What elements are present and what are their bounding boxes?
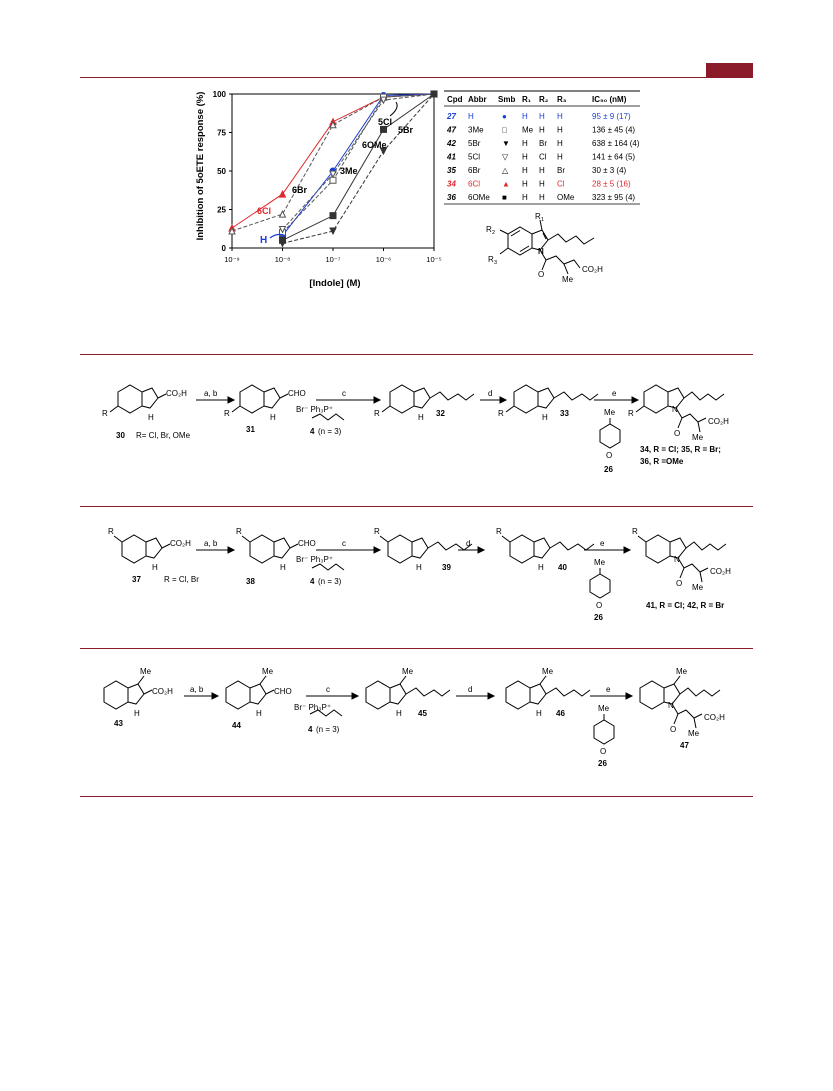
- s3-label-46: 46: [556, 709, 565, 718]
- x-tick-label: 10⁻⁷: [325, 255, 341, 264]
- annotation-5cl-arrow: [390, 102, 397, 116]
- header-r1: R₁: [522, 95, 532, 104]
- s2-step-ab: a, b: [204, 539, 218, 548]
- s1-aldehyde: CHO: [288, 389, 306, 398]
- section-rule-2: [80, 506, 753, 507]
- s2-nh-37: H: [152, 563, 158, 572]
- s1-n-product: N: [672, 405, 678, 414]
- structure-r3-sub: 3: [494, 260, 498, 266]
- table-cell-abbr: 6Cl: [468, 179, 481, 189]
- s1-nh-32: H: [418, 413, 424, 422]
- table-cell-r3: OMe: [557, 193, 575, 202]
- s1-label-26: 26: [604, 465, 613, 474]
- s3-reagent-c: Br⁻ Ph₃P⁺: [294, 703, 332, 712]
- table-cell-r2: Br: [539, 139, 547, 148]
- table-cell-smb: △: [502, 166, 509, 175]
- annotation-6ome: 6OMe: [362, 140, 387, 150]
- table-cell-r1: H: [522, 166, 528, 175]
- s3-me-46: Me: [542, 667, 554, 676]
- structure-r1-sub: 1: [541, 217, 545, 223]
- s1-acid: CO₂H: [166, 389, 187, 398]
- s3-n-product: N: [668, 701, 674, 710]
- header-cpd: Cpd: [447, 95, 463, 104]
- series-line-5br: [283, 94, 435, 243]
- s2-label-26: 26: [594, 613, 603, 622]
- s3-label-43: 43: [114, 719, 123, 728]
- s2-me-product: Me: [692, 583, 704, 592]
- s1-r-32: R: [374, 409, 380, 418]
- table-cell-ic50: 323 ± 95 (4): [592, 193, 636, 202]
- x-axis-label: [Indole] (M): [309, 278, 361, 289]
- table-cell-cpd: 36: [447, 193, 456, 202]
- s1-step-ab: a, b: [204, 389, 218, 398]
- annotation-3me: 3Me: [340, 166, 358, 176]
- s1-reagent-n: (n = 3): [318, 427, 342, 436]
- y-axis-label: Inhibition of 5oETE response (%): [195, 91, 206, 241]
- table-cell-r3: H: [557, 112, 563, 121]
- table-cell-r2: Cl: [539, 152, 547, 162]
- table-cell-r1: H: [522, 112, 528, 121]
- annotation-5br: 5Br: [398, 125, 414, 135]
- s2-label-40: 40: [558, 563, 567, 572]
- s2-nh-38: H: [280, 563, 286, 572]
- s2-label-38: 38: [246, 577, 255, 586]
- annotation-6cl: 6Cl: [257, 206, 272, 216]
- s3-reagent-n: (n = 3): [316, 725, 340, 734]
- s1-label-32: 32: [436, 409, 445, 418]
- s2-o-26: O: [596, 601, 603, 610]
- s2-reagent-c: Br⁻ Ph₃P⁺: [296, 555, 334, 564]
- s3-label-44: 44: [232, 721, 241, 730]
- y-tick-label: 50: [217, 167, 226, 176]
- s1-step-e: e: [612, 389, 617, 398]
- s2-aldehyde: CHO: [298, 539, 316, 548]
- structure-n: N: [538, 247, 544, 256]
- table-cell-ic50: 141 ± 64 (5): [592, 152, 636, 162]
- s2-acid-product: CO₂H: [710, 567, 731, 576]
- x-tick-label: 10⁻⁵: [426, 255, 442, 264]
- table-cell-smb: ▼: [502, 139, 510, 148]
- table-cell-abbr: 6OMe: [468, 193, 490, 202]
- table-cell-r3: H: [557, 125, 563, 135]
- s3-label-47: 47: [680, 741, 689, 750]
- s1-label-31: 31: [246, 425, 255, 434]
- table-cell-ic50: 30 ± 3 (4): [592, 166, 627, 175]
- s2-o-product: O: [676, 579, 683, 588]
- y-tick-label: 0: [221, 244, 226, 253]
- s3-acid-product: CO₂H: [704, 713, 725, 722]
- s3-me-45: Me: [402, 667, 414, 676]
- s3-o-product: O: [670, 725, 677, 734]
- data-point-6br: [280, 211, 286, 217]
- table-cell-r3: H: [557, 152, 563, 162]
- s1-product-label: 34, R = Cl; 35, R = Br;: [640, 445, 721, 454]
- s1-o-product: O: [674, 429, 681, 438]
- s3-me-product: Me: [676, 667, 688, 676]
- s3-acid: CO₂H: [152, 687, 173, 696]
- s2-me-26: Me: [594, 558, 606, 567]
- s2-label-39: 39: [442, 563, 451, 572]
- header-ic50: IC₅₀ (nM): [592, 95, 627, 104]
- table-cell-r2: H: [539, 112, 545, 121]
- section-rule-3: [80, 648, 753, 649]
- s1-step-c: c: [342, 389, 346, 398]
- s3-me-43: Me: [140, 667, 152, 676]
- s2-product-label: 41, R = Cl; 42, R = Br: [646, 601, 725, 610]
- table-cell-r3: Cl: [557, 179, 565, 189]
- table-cell-r2: H: [539, 125, 545, 135]
- table-cell-cpd: 42: [447, 139, 456, 148]
- table-cell-smb: □: [502, 125, 507, 135]
- table-cell-ic50: 638 ± 164 (4): [592, 139, 640, 148]
- table-cell-r2: H: [539, 166, 545, 175]
- header-abbr: Abbr: [468, 95, 487, 104]
- s3-step-ab: a, b: [190, 685, 204, 694]
- s3-nh-45: H: [396, 709, 402, 718]
- table-cell-smb: ●: [502, 112, 507, 121]
- s2-r-38: R: [236, 527, 242, 536]
- table-cell-r1: H: [522, 193, 528, 202]
- x-tick-label: 10⁻⁶: [375, 255, 392, 264]
- s1-nh-31: H: [270, 413, 276, 422]
- table-cell-cpd: 41: [447, 152, 456, 162]
- data-point-6ome: [330, 213, 336, 219]
- series-line-6ome: [283, 94, 435, 240]
- s2-label-37: 37: [132, 575, 141, 584]
- s2-r-39: R: [374, 527, 380, 536]
- s3-me-44: Me: [262, 667, 274, 676]
- s2-r-37: R: [108, 527, 114, 536]
- table-cell-ic50: 95 ± 9 (17): [592, 112, 631, 121]
- series-line-3me: [283, 94, 435, 233]
- structure-me: Me: [562, 275, 574, 284]
- table-cell-smb: ▽: [502, 152, 509, 162]
- table-cell-abbr: 3Me: [468, 125, 484, 135]
- s2-r-40: R: [496, 527, 502, 536]
- s1-product-label-2: 36, R =OMe: [640, 457, 684, 466]
- s1-me-26: Me: [604, 408, 616, 417]
- s3-o-26: O: [600, 747, 607, 756]
- header-rule: [80, 77, 753, 78]
- indole-structure: [480, 210, 640, 290]
- s2-substituent-note: R = Cl, Br: [164, 575, 199, 584]
- section-rule-1: [80, 354, 753, 355]
- s3-step-d: d: [468, 685, 473, 694]
- s3-nh-43: H: [134, 709, 140, 718]
- s3-nh-44: H: [256, 709, 262, 718]
- s2-step-c: c: [342, 539, 346, 548]
- data-point-6ome: [431, 91, 437, 97]
- s1-r-30: R: [102, 409, 108, 418]
- table-cell-ic50: 136 ± 45 (4): [592, 125, 636, 135]
- s1-me-product: Me: [692, 433, 704, 442]
- series-line-h: [283, 94, 435, 236]
- table-cell-smb: ▲: [502, 179, 510, 189]
- table-cell-abbr: 5Br: [468, 139, 481, 148]
- data-point-6ome: [381, 126, 387, 132]
- table-cell-ic50: 28 ± 5 (16): [592, 179, 631, 189]
- s3-step-e: e: [606, 685, 611, 694]
- annotation-h: H: [260, 235, 268, 246]
- table-cell-cpd: 47: [447, 125, 456, 135]
- table-cell-cpd: 27: [447, 112, 456, 121]
- s3-step-c: c: [326, 685, 330, 694]
- s2-reagent-n: (n = 3): [318, 577, 342, 586]
- chart-series: [229, 91, 437, 246]
- data-point-6ome: [280, 237, 286, 243]
- annotation-5cl: 5Cl: [378, 117, 393, 127]
- y-tick-label: 100: [212, 90, 226, 99]
- structure-r2-sub: 2: [492, 230, 496, 236]
- structure-r2: R: [486, 225, 492, 234]
- table-cell-abbr: H: [468, 112, 474, 121]
- s1-step-d: d: [488, 389, 493, 398]
- table-cell-r1: Me: [522, 125, 534, 135]
- s2-r-product: R: [632, 527, 638, 536]
- table-cell-r3: H: [557, 139, 563, 148]
- table-cell-r2: H: [539, 179, 545, 189]
- dose-response-chart: [190, 86, 450, 292]
- s1-acid-product: CO₂H: [708, 417, 729, 426]
- s2-step-d: d: [466, 539, 471, 548]
- table-cell-r1: H: [522, 139, 528, 148]
- s3-label-4: 4: [308, 725, 313, 734]
- header-smb: Smb: [498, 95, 516, 104]
- table-cell-r3: Br: [557, 166, 565, 175]
- y-tick-label: 25: [217, 205, 226, 215]
- table-cell-cpd: 34: [447, 179, 456, 189]
- scheme-1: [100, 368, 750, 498]
- section-rule-4: [80, 796, 753, 797]
- annotation-6br: 6Br: [292, 185, 308, 195]
- header-r2: R₂: [539, 95, 549, 104]
- s2-nh-40: H: [538, 563, 544, 572]
- table-body: [446, 112, 640, 202]
- s2-acid: CO₂H: [170, 539, 191, 548]
- s1-r-product: R: [628, 409, 634, 418]
- ic50-table: [442, 90, 642, 206]
- x-tick-label: 10⁻⁹: [224, 255, 240, 264]
- table-cell-smb: ■: [502, 193, 507, 202]
- s3-aldehyde: CHO: [274, 687, 292, 696]
- s1-nh-30: H: [148, 413, 154, 422]
- structure-r3: R: [488, 255, 494, 264]
- s1-label-4: 4: [310, 427, 315, 436]
- table-cell-abbr: 5Cl: [468, 152, 481, 162]
- s2-nh-39: H: [416, 563, 422, 572]
- table-cell-r2: H: [539, 193, 545, 202]
- x-tick-label: 10⁻⁸: [274, 255, 291, 264]
- data-point-6cl: [280, 191, 286, 197]
- s3-me2-product: Me: [688, 729, 700, 738]
- s2-label-4: 4: [310, 577, 315, 586]
- s1-reagent-c: Br⁻ Ph₃P⁺: [296, 405, 334, 414]
- s1-r-33: R: [498, 409, 504, 418]
- s1-label-30: 30: [116, 431, 125, 440]
- s1-nh-33: H: [542, 413, 548, 422]
- s1-label-33: 33: [560, 409, 569, 418]
- y-tick-label: 75: [217, 128, 226, 138]
- s3-nh-46: H: [536, 709, 542, 718]
- chart-axes: [213, 90, 442, 264]
- header-r3: R₃: [557, 95, 567, 104]
- header-tab: [706, 63, 753, 78]
- s3-me-26: Me: [598, 704, 610, 713]
- table-cell-r1: H: [522, 179, 528, 189]
- s2-n-product: N: [674, 555, 680, 564]
- s3-label-45: 45: [418, 709, 427, 718]
- scheme-3: [100, 664, 750, 774]
- s1-substituent-note: R= Cl, Br, OMe: [136, 431, 191, 440]
- table-cell-cpd: 35: [447, 166, 456, 175]
- structure-r1: R: [535, 212, 541, 221]
- s1-o-26: O: [606, 451, 613, 460]
- structure-acid: CO₂H: [582, 265, 603, 274]
- table-cell-abbr: 6Br: [468, 166, 481, 175]
- s2-step-e: e: [600, 539, 605, 548]
- structure-o: O: [538, 270, 545, 279]
- s3-label-26: 26: [598, 759, 607, 768]
- table-cell-r1: H: [522, 152, 528, 162]
- table-header: [447, 95, 627, 104]
- s1-r-31: R: [224, 409, 230, 418]
- scheme-2: [100, 520, 750, 630]
